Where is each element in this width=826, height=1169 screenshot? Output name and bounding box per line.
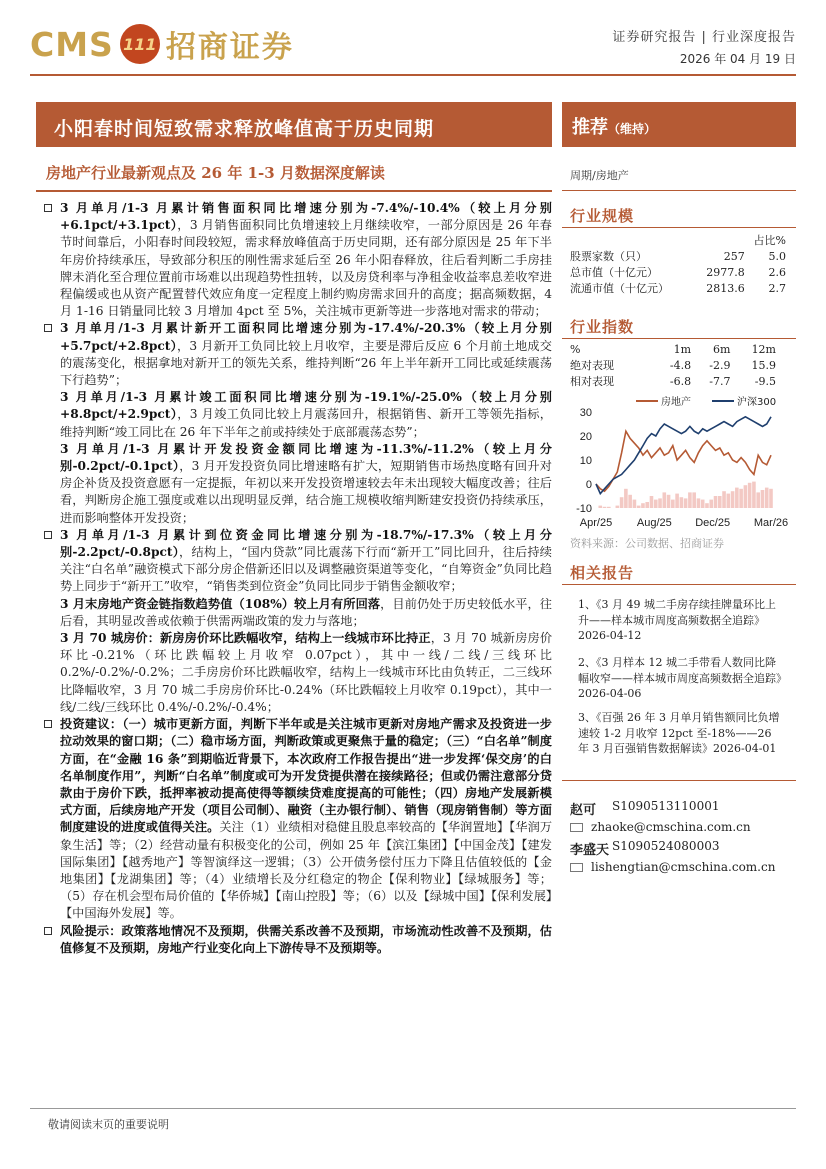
mail-icon [570, 863, 583, 872]
rating-label: 推荐 [572, 117, 608, 138]
table-cell: 15.9 [751, 358, 776, 372]
related-heading: 相关报告 [570, 564, 635, 582]
analyst-email[interactable]: lishengtian@cmschina.com.cn [591, 860, 776, 874]
table-row [570, 341, 776, 357]
x-tick-label: Apr/25 [579, 517, 613, 529]
relative-area-bar [684, 498, 688, 508]
analyst-2-email-row [570, 860, 775, 874]
relative-area-bar [641, 503, 645, 508]
key-point-body: ，3 月新开工负同比较上月收窄，主要是滞后反应 6 个月前土地成交的震荡变化，根据拿地对新开工的领先关系，维持判断“26 年上半年新开工同比或延续震荡下行趋势”； [60, 338, 552, 388]
relative-area-bar [607, 507, 611, 508]
key-point-body: ，3 月竣工负同比较上月震荡回升，根据销售、新开工等领先指标，维持判断“竣工同比在 26 年下半年之前或持续处于底部震荡态势”； [60, 407, 552, 439]
y-tick-label: -10 [576, 503, 592, 515]
key-points-list [40, 200, 552, 957]
scale-heading: 行业规模 [570, 207, 635, 225]
index-divider [562, 338, 796, 339]
table-header: 12m [751, 342, 776, 356]
relative-area-bar [718, 496, 722, 508]
brand-logo [30, 22, 294, 66]
key-point-body: ，3 月开发投资负同比增速略有扩大，短期销售市场热度略有回升对房企补货及投资意愿有一定提振，年初以来开发投资增速较去年未出现较大幅度改善；往后看，判断房企施工强度或难以出现明显反弹，结合施工规模收缩判断建安投资仍持续承压，进而影响整体开发投资； [60, 459, 552, 525]
relative-area-bar [744, 485, 748, 508]
table-row [570, 264, 786, 280]
relative-area-bar [616, 506, 620, 508]
key-point [40, 527, 552, 596]
footer-divider [30, 1108, 796, 1109]
relative-area-bar [654, 500, 658, 508]
table-row [570, 280, 786, 296]
x-tick-label: Aug/25 [636, 517, 672, 529]
key-point [40, 320, 552, 389]
relative-area-bar [748, 483, 752, 508]
key-point-headline: 3 月末房地产资金链指数趋势值（108%）较上月有所回落 [60, 596, 381, 611]
key-point [40, 200, 552, 320]
key-point-headline: 风险提示：政策落地情况不及预期，供需关系改善不及预期，市场流动性改善不及预期，估值修复不及预期，房地产行业变化向上下游传导不及预期等。 [60, 923, 552, 955]
analyst-name: 赵可 [570, 803, 597, 818]
table-cell: -9.5 [754, 374, 776, 388]
relative-area-bar [658, 498, 662, 508]
relative-area-bar [637, 506, 641, 508]
table-cell: 5.0 [768, 249, 786, 263]
relative-area-bar [769, 489, 773, 508]
relative-area-bar [701, 500, 705, 508]
relative-area-bar [735, 488, 739, 508]
x-tick-label: Dec/25 [695, 517, 731, 529]
key-point-headline: 3 月 70 城房价：新房房价环比跌幅收窄，结构上一线城市环比持正 [60, 631, 431, 646]
relative-area-bar [667, 495, 671, 508]
legend-label: 沪深300 [737, 397, 777, 408]
table-cell: -4.8 [669, 358, 692, 372]
table-header: 6m [713, 342, 731, 356]
relative-area-bar [650, 496, 654, 508]
table-cell: 2977.8 [706, 265, 745, 279]
relative-area-bar [620, 497, 624, 508]
bullet-square-icon [44, 927, 52, 935]
logo-latin: CMS [30, 24, 114, 64]
relative-area-bar [598, 506, 602, 508]
y-tick-label: 0 [585, 479, 592, 491]
relative-area-bar [633, 500, 637, 508]
analyst-1-email-row [570, 820, 751, 834]
relative-area-bar [662, 492, 666, 508]
relative-area-bar [731, 491, 735, 508]
relative-area-bar [624, 489, 628, 508]
table-cell: 257 [723, 249, 745, 263]
relative-area-bar [680, 497, 684, 508]
analyst-license: S1090524080003 [612, 839, 720, 853]
key-point-headline: 3 月单月/1-3 月累计竣工面积同比增速分别为-19.1%/-25.0%（较上月分别+8.8pct/+2.9pct） [60, 390, 552, 422]
table-cell: -7.7 [709, 374, 731, 388]
report-title: 小阳春时间短致需求释放峰值高于历史同期 [36, 102, 552, 147]
key-point-body: ，结构上，“国内贷款”同比震荡下行而“新开工”同比回升，往后持续关注“白名单”融资模式下部分房企借新还旧以及调整融资渠道等变化，“自筹资金”负同比趋势上同步于“新开工”收窄，“销售类到位资金”负同比同步于销售金额收窄； [60, 545, 552, 594]
legend-label: 房地产 [661, 397, 691, 408]
bullet-square-icon [44, 531, 52, 539]
table-cell: -6.8 [669, 374, 692, 388]
relative-area-bar [714, 496, 718, 508]
table-cell: 总市值（十亿元） [570, 266, 658, 279]
table-header: % [570, 342, 581, 356]
report-subtitle: 房地产行业最新观点及 26 年 1-3 月数据深度解读 [46, 164, 385, 182]
relative-area-bar [692, 492, 696, 508]
series-line-sector [596, 431, 771, 491]
index-heading: 行业指数 [570, 318, 635, 336]
table-row [570, 248, 786, 264]
related-report-item[interactable]: 2、《3 月样本 12 城二手带看人数同比降幅收窄——样本城市周度高频数据全追踪》2026-04-06 [578, 656, 782, 700]
analyst-divider [562, 780, 796, 781]
relative-area-bar [671, 500, 675, 508]
relative-area-bar [628, 495, 632, 508]
relative-area-bar [761, 490, 765, 508]
relative-area-bar [756, 492, 760, 508]
bullet-square-icon [44, 204, 52, 212]
logo-emblem-icon: 111 [120, 24, 160, 64]
relative-area-bar [727, 494, 731, 508]
analyst-2 [570, 839, 720, 858]
relative-area-bar [603, 507, 607, 508]
key-point-headline: 投资建议：（一）城市更新方面，判断下半年或是关注城市更新对房地产需求及投资进一步拉动效果的窗口期；（二）稳市场方面，判断政策或更聚焦于量的稳定；（三）“白名单”制度方面，在“金融 16 条”到期临近背景下，本次政府工作报告提出“进一步发挥‘保交房’的白名单制度作用”，判断“白名单”制度或可为开发贷提供潜在接续路径；但或仍需注意部分贷款由于房价下跌，抵押率被动提高使得等额续贷难度提高的可能性；（四）房地产发展新模式方面，后续房地产开发（项目公司制）、融资（主办银行制）、销售（现房销售制）等方面制度建设的进度或值得关注。 [60, 717, 552, 835]
relative-area-bar [645, 502, 649, 508]
logo-chinese: 招商证券 [165, 30, 294, 65]
key-point [40, 716, 552, 922]
bullet-square-icon [44, 324, 52, 332]
key-point-headline: 3 月单月/1-3 月累计开发投资金额同比增速为-11.3%/-11.2%（较上月分别-0.2pct/-0.1pct） [60, 441, 552, 474]
key-point-body: ，3 月销售面积同比负增速较上月继续收窄，一部分原因是 26 年春节时间靠后，小阳春时间段较短，需求释放峰值高于历史同期，还有部分原因是 25 年下半年房价持续承压，导致部分积压的刚性需求延后至 26 年小阳春释放，往后看判断二手房挂牌未消化至合理位置前市场难以出现趋势性扭转，以及房贷利率与净租金收益率息差收窄进程偏缓或也从资产配置替代效应角度一定程度上制约购房需求回升的高度；据高频数据，4 月 1-16 日销量同比较 3 月增加 4pct 至 5%，关注城市更新等进一步落地对需求的带动； [60, 218, 552, 319]
analyst-license: S1090513110001 [612, 799, 720, 813]
table-cell: 2.7 [768, 281, 786, 295]
analyst-name: 李盛天 [570, 843, 610, 858]
relative-area-bar [739, 489, 743, 508]
sector-divider [562, 190, 796, 191]
chart-source: 资料来源：公司数据、招商证券 [570, 537, 724, 550]
x-tick-label: Mar/26 [753, 517, 788, 529]
header-divider [30, 74, 796, 76]
key-point-headline: 3 月单月/1-3 月累计销售面积同比增速分别为-7.4%/-10.4%（较上月分别+6.1pct/+3.1pct） [60, 201, 552, 233]
bullet-square-icon [44, 720, 52, 728]
key-point [40, 596, 552, 630]
table-cell: 2813.6 [706, 281, 745, 295]
key-point-headline: 3 月单月/1-3 月累计新开工面积同比增速分别为-17.4%/-20.3%（较上月分别+5.7pct/+2.8pct） [60, 321, 552, 353]
key-point [40, 630, 552, 716]
report-date: 2026 年 04 月 19 日 [679, 52, 796, 66]
relative-area-bar [705, 503, 709, 508]
report-type: 证券研究报告 | 行业深度报告 [612, 30, 796, 45]
key-point [40, 441, 552, 527]
table-cell: 流通市值（十亿元） [570, 282, 669, 295]
y-tick-label: 10 [579, 455, 592, 467]
relative-area-bar [697, 498, 701, 508]
index-table [570, 341, 776, 389]
table-cell: 股票家数（只） [570, 250, 647, 263]
table-cell: 绝对表现 [570, 359, 614, 372]
relative-area-bar [675, 494, 679, 508]
performance-chart [566, 392, 788, 532]
series-line-benchmark [596, 417, 771, 494]
rating-note: （维持） [608, 122, 657, 136]
relative-area-bar [752, 482, 756, 508]
table-row [570, 357, 776, 373]
relative-area-bar [709, 500, 713, 508]
key-point-body: ，目前仍处于历史较低水平，往后看，其明显改善或依赖于供需两端政策的发力与落地； [60, 596, 552, 628]
table-row [570, 373, 776, 389]
key-point [40, 389, 552, 441]
relative-area-bar [688, 492, 692, 508]
table-cell: 相对表现 [570, 375, 614, 388]
scale-table [570, 232, 786, 296]
table-cell: 2.6 [768, 265, 786, 279]
scale-divider [562, 227, 796, 228]
rating-badge [562, 102, 796, 147]
subtitle-divider [36, 190, 552, 192]
footer-note: 敬请阅读末页的重要说明 [48, 1118, 169, 1131]
analyst-1 [570, 799, 720, 818]
key-point-body: ，3 月 70 城新房房价环比-0.21%（环比跌幅较上月收窄 0.07pct），其中一线/二线/三线环比 0.2%/-0.2%/-0.2%；二手房房价环比跌幅收窄，结构上一线城市环比由负转正，二三线环比降幅收窄，3 月 70 城二手房房价环比-0.24%（环比跌幅较上月收窄 0.19pct），其中一线/二线/三线环比 0.4%/-0.2%/-0.4%； [60, 631, 553, 714]
related-divider [562, 584, 796, 585]
related-report-item[interactable]: 3、《百强 26 年 3 月单月销售额同比负增速较 1-2 月收窄 12pct 至-18%——26 年 3 月百强销售数据解读》2026-04-01 [578, 711, 780, 755]
y-tick-label: 30 [579, 407, 592, 419]
table-header: 1m [673, 342, 692, 356]
key-point-headline: 3 月单月/1-3 月累计到位资金同比增速分别为-18.7%/-17.3%（较上月分别-2.2pct/-0.8pct） [60, 527, 552, 560]
table-row [570, 232, 786, 248]
mail-icon [570, 823, 583, 832]
relative-area-bar [722, 491, 726, 508]
analyst-email[interactable]: zhaoke@cmschina.com.cn [591, 820, 751, 834]
related-report-item[interactable]: 1、《3 月 49 城二手房存续挂牌量环比上升——样本城市周度高频数据全追踪》2026-04-12 [578, 598, 776, 642]
key-point-body: 关注（1）业绩相对稳健且股息率较高的【华润置地】【华润万象生活】等；（2）经营动量有积极变化的公司，例如 25 年【滨江集团】【中国金茂】【建发国际集团】【越秀地产】等智演绎这一逻辑；（3）公开债务偿付压力下降且估值较低的【金地集团】【龙湖集团】等；（4）业绩增长及分红稳定的物企【保利物业】【绿城服务】等；（5）存在机会型布局价值的【华侨城】【南山控股】等；（6）以及【绿城中国】【保利发展】【中国海外发展】等。 [60, 820, 553, 921]
sector-label: 周期/房地产 [570, 169, 629, 182]
key-point [40, 923, 552, 957]
table-header: 占比% [753, 234, 786, 247]
relative-area-bar [765, 488, 769, 508]
y-tick-label: 20 [579, 431, 592, 443]
table-cell: -2.9 [709, 358, 731, 372]
